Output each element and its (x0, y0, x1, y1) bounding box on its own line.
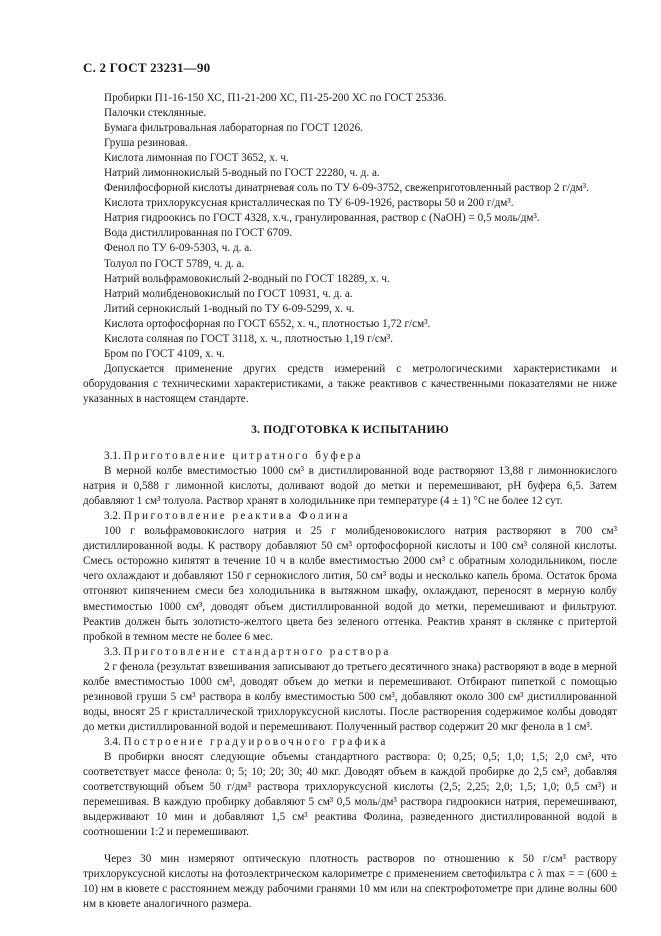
material-item: Натрия гидроокись по ГОСТ 4328, х.ч., гранулированная, раствор с (NaOH) = 0,5 моль/дм³. (104, 212, 540, 225)
materials-list (83, 91, 617, 362)
subsection-3-4-text: В пробирки вносят следующие объемы стандартного раствора: 0; 0,25; 0,5; 1,0; 1,5; 2,0 см³, что соответствует массе фенола: 0; 5; 10; 20; 30; 40 мкг. Доводят объем в каждой пробирке до 2,5 см³, добавляя соответствующий объем 50 г/дм³ раствора трихлоруксусной кислоты (2,5; 2,25; 2,0; 1,5; 1,0; 0,5 см³) и перемешивая. В каждую пробирку добавляют 5 см³ 0,5 моль/дм³ раствора гидроокиси натрия, перемешивают, выдерживают 10 мин и добавляют 1,5 см³ реактива Фолина, разведенного дистиллированной водой в соотношении 1:2 и перемешивают. (83, 750, 617, 839)
material-item: Кислота ортофосфорная по ГОСТ 6552, х. ч., плотностью 1,72 г/см³. (104, 317, 431, 330)
subsection-number: 3.4. (104, 735, 121, 748)
material-item: Палочки стеклянные. (104, 107, 207, 120)
material-item: Литий сернокислый 1-водный по ТУ 6-09-5299, х. ч. (104, 302, 355, 315)
subsection-3-2-heading (83, 509, 617, 524)
material-item: Фенилфосфорной кислоты динатриевая соль по ТУ 6-09-3752, свежеприготовленный раствор 2 г/дм³. (104, 182, 589, 195)
subsection-title: Приготовление реактива Фолина (123, 510, 350, 523)
section-title: 3. ПОДГОТОВКА К ИСПЫТАНИЮ (251, 422, 449, 436)
material-item: Бром по ГОСТ 4109, х. ч. (104, 347, 225, 360)
allowance-paragraph: Допускается применение других средств измерений с метрологическими характеристиками и оборудования с техническими характеристиками, а также реактивов с качественными показателями не ниже указанных в настоящем стандарте. (83, 362, 617, 405)
material-item: Натрий молибденовокислый по ГОСТ 10931, ч. д. а. (104, 287, 353, 300)
subsection-3-4-heading (83, 735, 617, 750)
material-item: Кислота соляная по ГОСТ 3118, х. ч., плотностью 1,19 г/см³. (104, 332, 394, 345)
document-body (83, 91, 617, 912)
subsection-title: Приготовление стандартного раствора (123, 645, 391, 658)
material-item: Бумага фильтровальная лабораторная по ГОСТ 12026. (104, 122, 363, 135)
subsection-number: 3.2. (104, 510, 121, 523)
material-item: Натрий вольфрамовокислый 2-водный по ГОСТ 18289, х. ч. (104, 272, 390, 285)
page-header: С. 2 ГОСТ 23231—90 (83, 60, 211, 75)
material-item: Фенол по ТУ 6-09-5303, ч. д. а. (104, 242, 253, 255)
material-item: Кислота трихлоруксусная кристаллическая по ТУ 6-09-1926, растворы 50 и 200 г/дм³. (104, 197, 514, 210)
material-item: Кислота лимонная по ГОСТ 3652, х. ч. (104, 152, 289, 165)
subsection-title: Приготовление цитратного буфера (123, 450, 363, 463)
material-item: Натрий лимоннокислый 5-водный по ГОСТ 22280, ч. д. а. (104, 167, 380, 180)
material-item: Пробирки П1-16-150 ХС, П1-21-200 ХС, П1-25-200 ХС по ГОСТ 25336. (104, 92, 447, 104)
subsection-number: 3.3. (104, 645, 121, 658)
material-item: Вода дистиллированная по ГОСТ 6709. (104, 227, 293, 240)
subsection-3-2-text: 100 г вольфрамовокислого натрия и 25 г молибденовокислого натрия растворяют в 700 см³ дистиллированной воды. К раствору добавляют 50 см³ ортофосфорной кислоты и 100 см³ соляной кислоты. Смесь осторожно кипятят в течение 10 ч в колбе вместимостью 2000 см³ с обратным холодильником, после чего охлаждают и добавляют 150 г сернокислого лития, 50 см³ воды и несколько капель брома. Остаток брома отгоняют кипячением смеси без холодильника в вытяжном шкафу, охлаждают, переносят в мерную колбу вместимостью 1000 см³, доводят объем дистиллированной водой до метки, перемешивают и фильтруют. Реактив должен быть золотисто-желтого цвета без зеленого оттенка. Реактив хранят в склянке с притертой пробкой в темном месте не более 6 мес. (83, 525, 617, 643)
material-item: Толуол по ГОСТ 5789, ч. д. а. (104, 257, 245, 270)
subsection-number: 3.1. (104, 450, 121, 463)
subsection-3-1-heading (83, 449, 617, 464)
paragraph-gap (83, 840, 617, 852)
subsection-title: Построение градуировочного графика (123, 735, 388, 748)
material-item: Груша резиновая. (104, 137, 188, 150)
subsection-3-4-text-2: Через 30 мин измеряют оптическую плотность растворов по отношению к 50 г/см³ раствору трихлоруксусной кислоты на фотоэлектрическом калориметре с применением светофильтра с λ max = = (600 ± 10) нм в кювете с расстоянием между рабочими гранями 10 мм или на спектрофотометре при длине волны 600 нм в кювете аналогичного размера. (83, 853, 617, 911)
subsection-3-3-text: 2 г фенола (результат взвешивания записывают до третьего десятичного знака) растворяют в воде в мерной колбе вместимостью 1000 см³, доводят объем до метки и перемешивают. Отбирают пипеткой с помощью резиновой груши 5 см³ раствора в колбу вместимостью 500 см³, добавляют около 300 см³ дистиллированной воды, вносят 25 г кристаллической трихлоруксусной кислоты. После растворения содержимое колбы доводят до метки дистиллированной водой и перемешивают. Полученный раствор содержит 20 мкг фенола в 1 см³. (83, 660, 617, 733)
subsection-3-1-text: В мерной колбе вместимостью 1000 см³ в дистиллированной воде растворяют 13,88 г лимоннокислого натрия и 0,588 г лимонной кислоты, доливают водой до метки и перемешивают, рН буфера 6,5. Затем добавляют 1 см³ толуола. Раствор хранят в холодильнике при температуре (4 ± 1) °С не более 12 сут. (83, 465, 617, 508)
subsection-3-3-heading (83, 645, 617, 660)
